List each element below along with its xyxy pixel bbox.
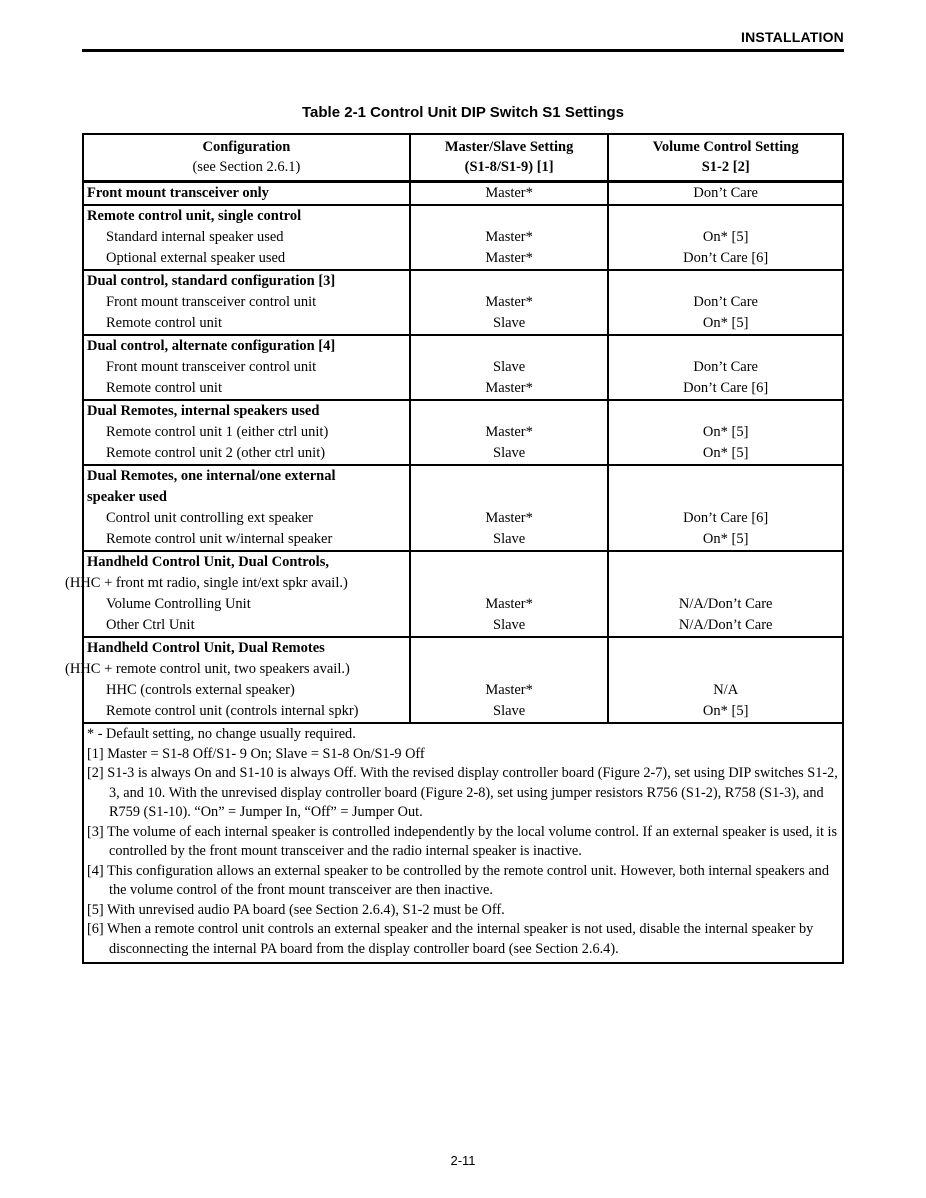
header-configuration-sub: (see Section 2.6.1) [192,159,301,175]
master-slave-cell [410,335,609,357]
volume-cell: N/A [608,680,843,701]
table-row [83,443,843,465]
group-heading: Dual Remotes, one internal/one external [83,465,410,487]
group-heading: Handheld Control Unit, Dual Remotes [83,637,410,659]
volume-cell: Don’t Care [608,357,843,378]
volume-cell: On* [5] [608,313,843,335]
table-row [83,465,843,487]
notes-row [83,723,843,963]
group-heading: Dual control, standard configuration [3] [83,270,410,292]
configuration-cell: Remote control unit (controls internal spkr) [83,701,410,723]
configuration-cell: Optional external speaker used [83,248,410,270]
master-slave-cell: Master* [410,248,609,270]
footnote: [6] When a remote control unit controls an external speaker and the internal speaker is not used, disable the internal speaker by disconnecting the internal PA board from the display controller board (see Section 2.6.4). [87,921,814,957]
master-slave-cell: Master* [410,227,609,248]
volume-cell: On* [5] [608,529,843,551]
table-row [83,335,843,357]
table-row [83,615,843,637]
table-row [83,292,843,313]
footnote: [1] Master = S1-8 Off/S1- 9 On; Slave = S1-8 On/S1-9 Off [87,745,425,762]
table-row [83,551,843,573]
table-header-row [83,134,843,182]
group-heading: Front mount transceiver only [83,182,410,206]
table-row [83,594,843,615]
footnote: [3] The volume of each internal speaker is controlled independently by the local volume control. If an external speaker is used, it is controlled by the front mount transceiver and the radio internal speaker is inactive. [87,823,838,859]
configuration-cell: Front mount transceiver control unit [83,292,410,313]
master-slave-cell: Slave [410,701,609,723]
table-body [65,182,843,964]
master-slave-cell: Master* [410,422,609,443]
configuration-cell: Remote control unit w/internal speaker [83,529,410,551]
table-row [83,422,843,443]
header-master-title: Master/Slave Setting [444,139,574,155]
volume-cell [608,551,843,573]
master-slave-cell [410,637,609,659]
table-row [83,573,843,594]
configuration-cell: Control unit controlling ext speaker [83,508,410,529]
master-slave-cell: Slave [410,615,609,637]
table-row [83,487,843,508]
table-row [83,313,843,335]
configuration-cell: Remote control unit [83,378,410,400]
footnote: [5] With unrevised audio PA board (see Section 2.6.4), S1-2 must be Off. [87,901,505,918]
notes-cell [83,723,843,963]
header-rule [82,49,844,52]
volume-cell [608,487,843,508]
dip-switch-table [65,133,844,964]
master-slave-cell: Slave [410,357,609,378]
volume-cell: N/A/Don’t Care [608,594,843,615]
master-slave-cell: Master* [410,292,609,313]
table-row [83,400,843,422]
master-slave-cell [410,551,609,573]
table-row [83,378,843,400]
master-slave-cell: Slave [410,443,609,465]
table-row [83,227,843,248]
section-header: INSTALLATION [741,29,844,45]
group-note: (HHC + remote control unit, two speakers avail.) [83,659,410,680]
table-row [83,529,843,551]
master-slave-cell: Slave [410,529,609,551]
volume-cell: Don’t Care [6] [608,378,843,400]
footnote: [4] This configuration allows an external speaker to be controlled by the remote control unit. However, both internal speakers and the volume control of the front mount transceiver are then inactive. [87,862,829,898]
page-number: 2-11 [450,1153,476,1168]
group-heading: Dual control, alternate configuration [4] [83,335,410,357]
master-slave-cell: Master* [410,378,609,400]
configuration-cell: Front mount transceiver control unit [83,357,410,378]
master-slave-cell [410,573,609,594]
volume-cell [608,659,843,680]
master-slave-cell: Master* [410,594,609,615]
volume-cell: N/A/Don’t Care [608,615,843,637]
volume-cell: On* [5] [608,227,843,248]
volume-cell [608,637,843,659]
configuration-cell: Standard internal speaker used [83,227,410,248]
footnote: * - Default setting, no change usually required. [87,726,356,742]
group-heading: Remote control unit, single control [83,205,410,227]
header-configuration-title: Configuration [202,139,291,155]
master-slave-cell [410,487,609,508]
volume-cell: Don’t Care [6] [608,508,843,529]
header-master-slave [410,134,609,182]
master-slave-cell: Master* [410,182,609,206]
table-row [83,182,843,206]
volume-cell: Don’t Care [608,292,843,313]
table-row [83,659,843,680]
master-slave-cell [410,465,609,487]
volume-cell: Don’t Care [608,182,843,206]
footnote: [2] S1-3 is always On and S1-10 is always Off. With the revised display controller board (Figure 2-7), set using DIP switches S1-2, 3, and 10. With the unrevised display controller board (Figure 2-8), set using jumper resistors R756 (S1-2), R758 (S1-3), and R759 (S1-10). “On” = Jumper In, “Off” = Jumper Out. [87,765,838,820]
master-slave-cell [410,400,609,422]
configuration-cell: Volume Controlling Unit [83,594,410,615]
volume-cell: On* [5] [608,443,843,465]
group-heading: speaker used [83,487,410,508]
header-configuration [83,134,410,182]
volume-cell: Don’t Care [6] [608,248,843,270]
group-note: (HHC + front mt radio, single int/ext spkr avail.) [83,573,410,594]
master-slave-cell [410,659,609,680]
table-row [83,248,843,270]
header-volume-sub: S1-2 [2] [701,159,750,175]
configuration-cell: HHC (controls external speaker) [83,680,410,701]
table-title: Table 2-1 Control Unit DIP Switch S1 Settings [302,104,624,121]
volume-cell: On* [5] [608,701,843,723]
volume-cell [608,270,843,292]
volume-cell [608,335,843,357]
master-slave-cell [410,205,609,227]
volume-cell [608,465,843,487]
configuration-cell: Other Ctrl Unit [83,615,410,637]
master-slave-cell: Slave [410,313,609,335]
table-row [83,680,843,701]
header-master-sub: (S1-8/S1-9) [1] [464,159,554,175]
volume-cell [608,205,843,227]
master-slave-cell: Master* [410,508,609,529]
group-heading: Dual Remotes, internal speakers used [83,400,410,422]
master-slave-cell: Master* [410,680,609,701]
master-slave-cell [410,270,609,292]
configuration-cell: Remote control unit 1 (either ctrl unit) [83,422,410,443]
table-row [83,357,843,378]
table-row [83,701,843,723]
volume-cell [608,573,843,594]
configuration-cell: Remote control unit 2 (other ctrl unit) [83,443,410,465]
table-row [83,637,843,659]
header-volume-control [608,134,843,182]
table-row [83,205,843,227]
volume-cell [608,400,843,422]
header-volume-title: Volume Control Setting [652,139,799,155]
group-heading: Handheld Control Unit, Dual Controls, [83,551,410,573]
volume-cell: On* [5] [608,422,843,443]
configuration-cell: Remote control unit [83,313,410,335]
table-row [83,508,843,529]
table-row [83,270,843,292]
